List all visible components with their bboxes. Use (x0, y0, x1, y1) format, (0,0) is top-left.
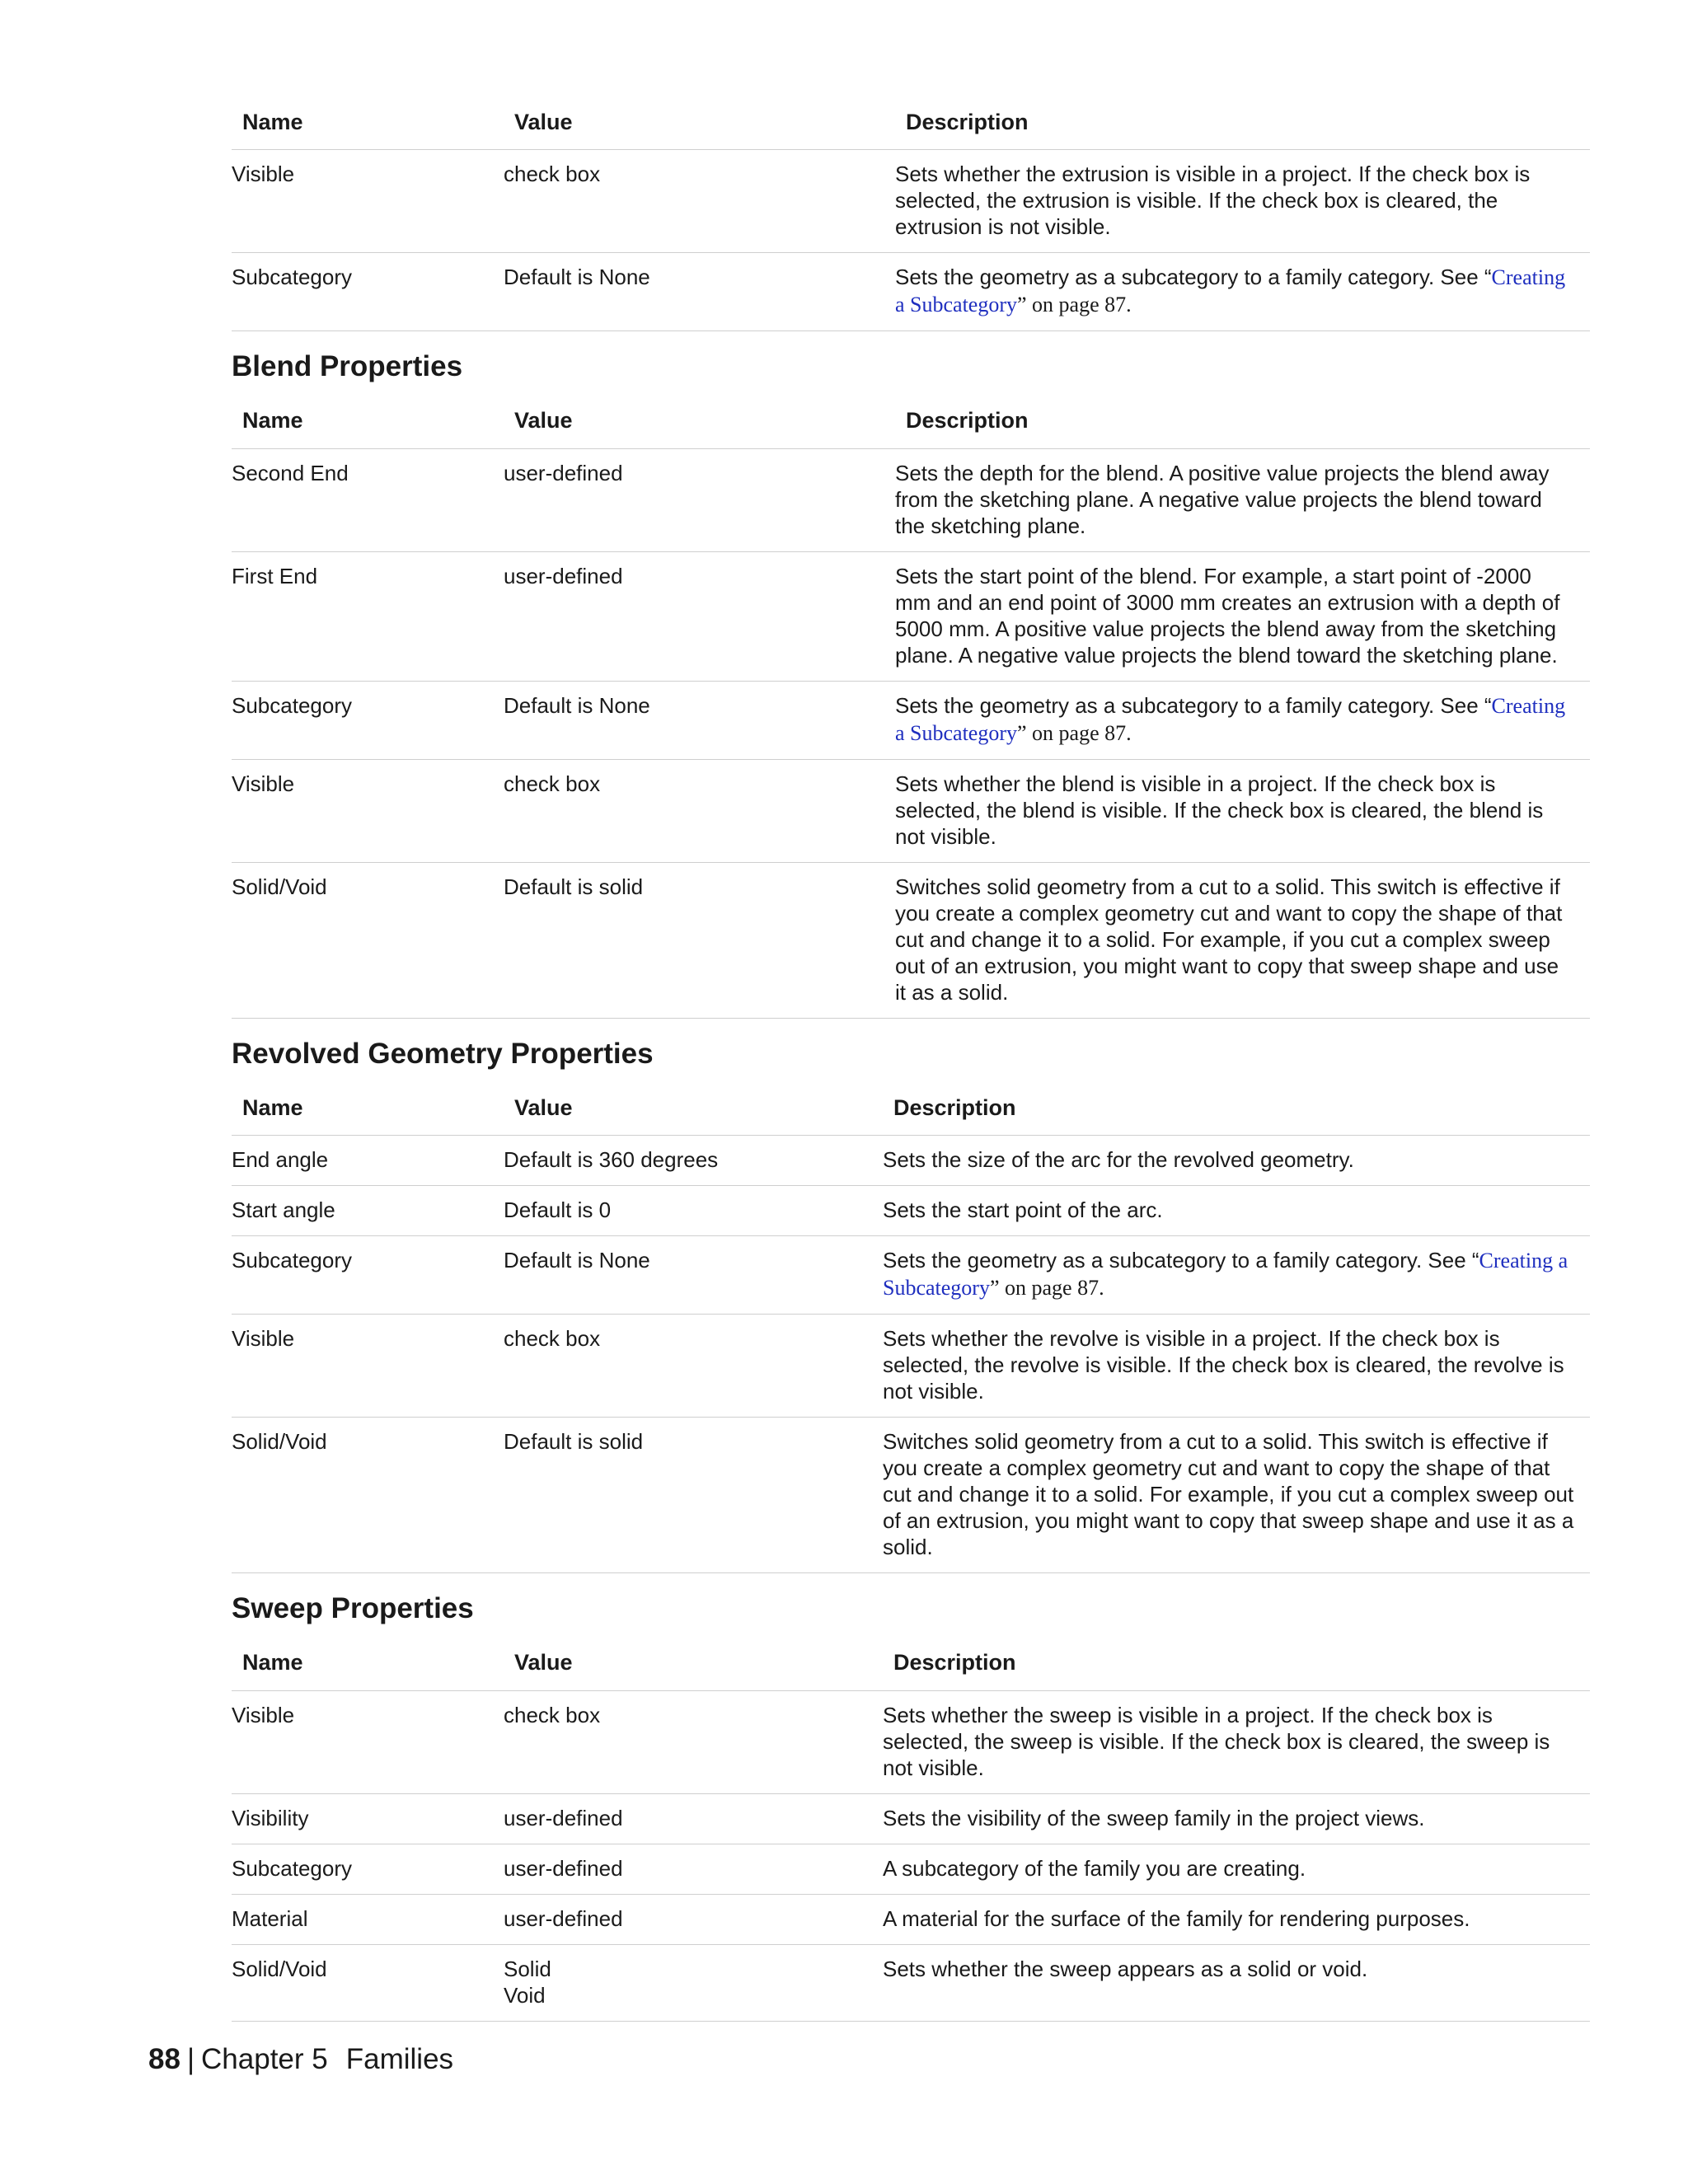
cell-value: Default is None (504, 1236, 883, 1315)
chapter-label: Chapter 5 (201, 2043, 328, 2075)
extrusion-properties-table (232, 101, 1590, 331)
column-header-value: Value (504, 1086, 883, 1136)
cell-description: Sets the size of the arc for the revolved geometry. (883, 1136, 1590, 1186)
column-header-name: Name (232, 1641, 504, 1690)
table-row (232, 551, 1590, 681)
cell-description: Sets the visibility of the sweep family in the project views. (883, 1793, 1590, 1844)
cell-name: First End (232, 551, 504, 681)
table-row (232, 1844, 1590, 1894)
revolved-geometry-properties-heading: Revolved Geometry Properties (232, 1037, 654, 1070)
page-reference: ” on page 87. (1017, 720, 1132, 745)
cell-description: Switches solid geometry from a cut to a solid. This switch is effective if you create a complex geometry cut and want to copy the shape of that cut and change it to a solid. For example, if you cut a complex sweep out of an extrusion, you might want to copy that sweep shape and use it as a solid. (883, 1418, 1590, 1573)
revolved-properties-table (232, 1086, 1590, 1573)
cell-name: End angle (232, 1136, 504, 1186)
column-header-description: Description (883, 1086, 1590, 1136)
cell-name: Solid/Void (232, 862, 504, 1018)
cell-description: Sets the start point of the blend. For example, a start point of -2000 mm and an end point of 3000 mm creates an extrusion with a depth of 5000 mm. A positive value projects the blend away from the sketching plane. A negative value projects the blend toward the sketching plane. (895, 551, 1590, 681)
cell-description: Switches solid geometry from a cut to a solid. This switch is effective if you create a complex geometry cut and want to copy the shape of that cut and change it to a solid. For example, if you cut a complex sweep out of an extrusion, you might want to copy that sweep shape and use it as a solid. (895, 862, 1590, 1018)
cell-value: Default is 0 (504, 1186, 883, 1236)
creating-subcategory-link[interactable]: Creating a Subcategory (895, 265, 1566, 317)
description-text: Sets the geometry as a subcategory to a family category. See “ (895, 265, 1492, 290)
column-header-description: Description (895, 101, 1590, 150)
column-header-value: Value (504, 101, 895, 150)
column-header-value: Value (504, 1641, 883, 1690)
cell-name: Material (232, 1894, 504, 1944)
cell-value: Default is solid (504, 1418, 883, 1573)
cell-value: Default is solid (504, 862, 895, 1018)
cell-name: Visibility (232, 1793, 504, 1844)
table-row (232, 1793, 1590, 1844)
description-text: Sets the geometry as a subcategory to a family category. See “ (895, 692, 1492, 718)
cell-name: Visible (232, 759, 504, 862)
cell-value: user-defined (504, 1894, 883, 1944)
column-header-name: Name (232, 399, 504, 448)
table-row (232, 862, 1590, 1018)
cell-description: Sets the depth for the blend. A positive value projects the blend away from the sketching plane. A negative value projects the blend toward the sketching plane. (895, 448, 1590, 551)
cell-name: Subcategory (232, 1844, 504, 1894)
cell-name: Solid/Void (232, 1944, 504, 2021)
cell-name: Visible (232, 1690, 504, 1793)
page-reference: ” on page 87. (989, 1276, 1104, 1301)
table-row (232, 1690, 1590, 1793)
column-header-name: Name (232, 1086, 504, 1136)
cell-description (895, 681, 1590, 759)
blend-properties-heading: Blend Properties (232, 350, 463, 383)
cell-value: check box (504, 1315, 883, 1418)
page-content (232, 101, 1590, 2022)
footer-separator: | (186, 2043, 195, 2075)
cell-description (883, 1236, 1590, 1315)
cell-value: Default is None (504, 681, 895, 759)
column-header-value: Value (504, 399, 895, 448)
column-header-name: Name (232, 101, 504, 150)
description-text: Sets the geometry as a subcategory to a family category. See “ (883, 1248, 1479, 1273)
column-header-description: Description (883, 1641, 1590, 1690)
cell-value: check box (504, 150, 895, 253)
table-row (232, 1315, 1590, 1418)
cell-name: Subcategory (232, 253, 504, 331)
page-reference: ” on page 87. (1017, 293, 1132, 317)
table-row (232, 1944, 1590, 2021)
cell-value: check box (504, 759, 895, 862)
table-row (232, 150, 1590, 253)
cell-value: user-defined (504, 551, 895, 681)
sweep-properties-table (232, 1641, 1590, 2021)
table-row (232, 681, 1590, 759)
cell-name: Start angle (232, 1186, 504, 1236)
cell-name: Subcategory (232, 681, 504, 759)
creating-subcategory-link[interactable]: Creating a Subcategory (883, 1249, 1568, 1301)
page-number: 88 (148, 2043, 181, 2075)
cell-value (504, 1944, 883, 2021)
table-row (232, 1894, 1590, 1944)
blend-properties-table (232, 399, 1590, 1018)
table-row (232, 1418, 1590, 1573)
table-row (232, 1186, 1590, 1236)
table-row (232, 1136, 1590, 1186)
table-row (232, 1236, 1590, 1315)
table-header-row (232, 101, 1590, 150)
table-header-row (232, 1086, 1590, 1136)
cell-name: Visible (232, 1315, 504, 1418)
cell-name: Visible (232, 150, 504, 253)
cell-description: Sets whether the blend is visible in a project. If the check box is selected, the blend is visible. If the check box is cleared, the blend is not visible. (895, 759, 1590, 862)
cell-description: Sets whether the sweep appears as a solid or void. (883, 1944, 1590, 2021)
cell-description: A subcategory of the family you are creating. (883, 1844, 1590, 1894)
table-row (232, 253, 1590, 331)
page-footer (148, 2042, 453, 2077)
sweep-properties-heading: Sweep Properties (232, 1592, 474, 1625)
creating-subcategory-link[interactable]: Creating a Subcategory (895, 693, 1566, 745)
table-row (232, 759, 1590, 862)
cell-name: Solid/Void (232, 1418, 504, 1573)
cell-description: Sets whether the sweep is visible in a project. If the check box is selected, the sweep is visible. If the check box is cleared, the sweep is not visible. (883, 1690, 1590, 1793)
cell-value: check box (504, 1690, 883, 1793)
table-header-row (232, 399, 1590, 448)
cell-description: Sets whether the revolve is visible in a project. If the check box is selected, the revolve is visible. If the check box is cleared, the revolve is not visible. (883, 1315, 1590, 1418)
value-option-void: Void (504, 1982, 546, 2008)
cell-name: Second End (232, 448, 504, 551)
cell-description: Sets whether the extrusion is visible in a project. If the check box is selected, the extrusion is visible. If the check box is cleared, the extrusion is not visible. (895, 150, 1590, 253)
table-row (232, 448, 1590, 551)
chapter-title: Families (345, 2043, 454, 2075)
table-header-row (232, 1641, 1590, 1690)
cell-value: Default is None (504, 253, 895, 331)
cell-description (895, 253, 1590, 331)
cell-name: Subcategory (232, 1236, 504, 1315)
column-header-description: Description (895, 399, 1590, 448)
cell-value: user-defined (504, 1793, 883, 1844)
value-option-solid: Solid (504, 1956, 551, 1981)
cell-description: Sets the start point of the arc. (883, 1186, 1590, 1236)
cell-value: user-defined (504, 1844, 883, 1894)
cell-description: A material for the surface of the family for rendering purposes. (883, 1894, 1590, 1944)
cell-value: user-defined (504, 448, 895, 551)
cell-value: Default is 360 degrees (504, 1136, 883, 1186)
